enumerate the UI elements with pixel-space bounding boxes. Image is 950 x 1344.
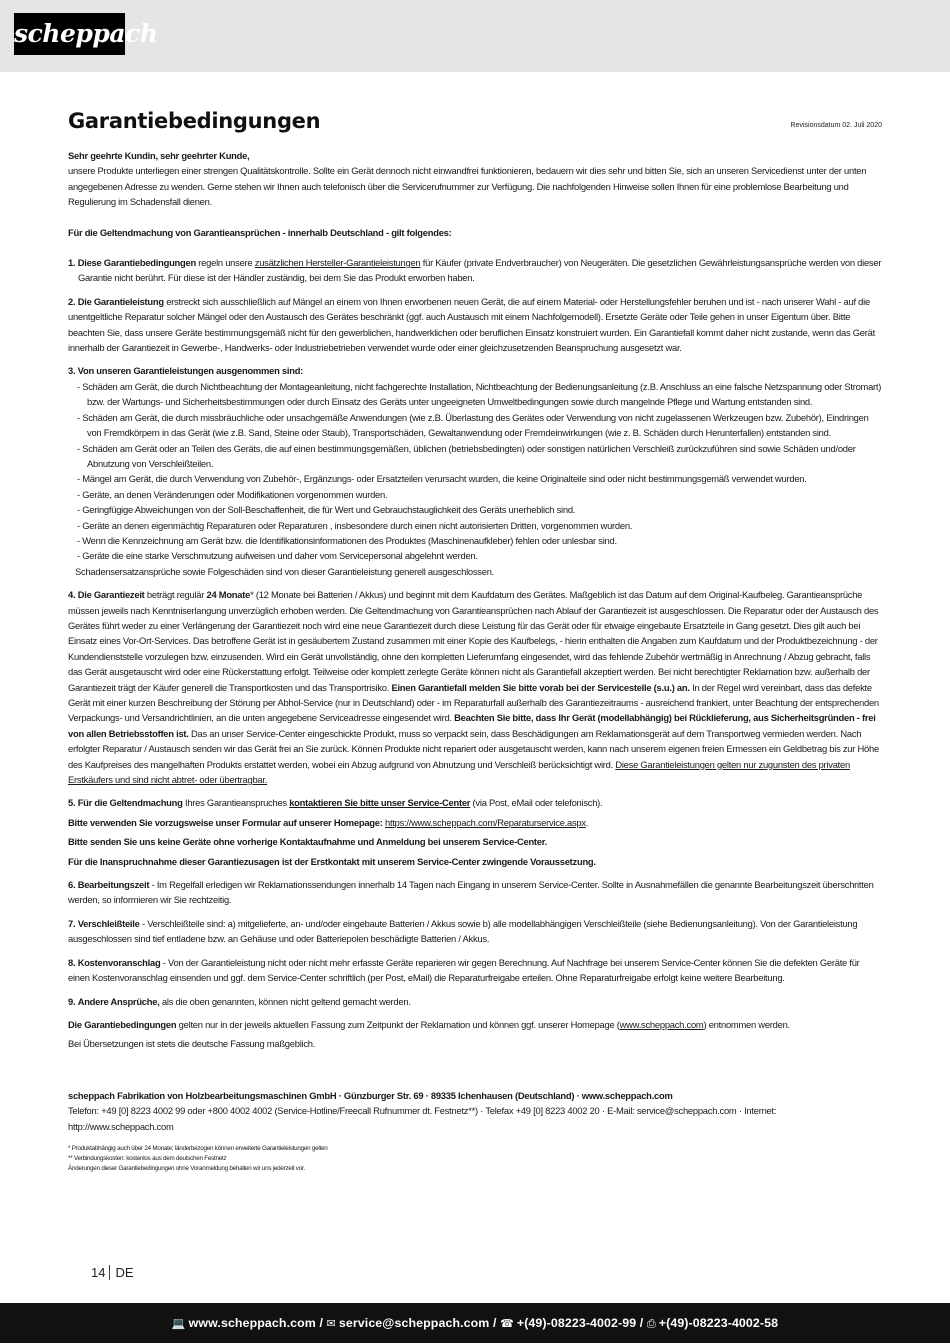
validity-note: Die Garantiebedingungen gelten nur in der jeweils aktuellen Fassung zum Zeitpunkt der Reklamation und können ggf. unserer Homepage (www.scheppach.com) entnommen werden. bbox=[68, 1018, 790, 1030]
exclusion-list bbox=[68, 379, 882, 564]
section-8-title: Kostenvoranschlag bbox=[77, 956, 161, 968]
document-body bbox=[68, 148, 882, 1174]
scheppach-logo: scheppach bbox=[14, 13, 125, 55]
fax-icon: ⎙ bbox=[646, 1318, 656, 1330]
telephone-icon: ☎ bbox=[500, 1318, 514, 1330]
section-3-heading: 3. Von unseren Garantieleistungen ausgenommen sind: bbox=[68, 365, 304, 377]
greeting: Sehr geehrte Kundin, sehr geehrter Kunde, bbox=[68, 150, 250, 161]
intro-paragraph: unsere Produkte unterliegen einer strengen Qualitätskontrolle. Sollte ein Gerät dennoch nicht einwandfrei funktionieren, bedauern wir dies sehr und bitten Sie, sich an unseren Servicedienst unter der unten angegebenen Adresse zu wenden. Gerne stehen wir Ihnen auch telefonisch über die Servicerufnummer zur Verfügung. Die nachfolgenden Hinweise sollen Ihnen für eine problemlose Bearbeitung und Regulierung im Schadensfall dienen. bbox=[68, 165, 867, 208]
homepage-link[interactable]: www.scheppach.com bbox=[619, 1018, 704, 1030]
section-6-title: Bearbeitungszeit bbox=[77, 879, 150, 891]
list-item: - Geräte die eine starke Verschmutzung aufweisen und daher vom Servicepersonal abgelehnt werden. bbox=[77, 548, 882, 563]
footer-fax: +(49)-08223-4002-58 bbox=[658, 1316, 779, 1330]
no-unannounced-shipping-note: Bitte senden Sie uns keine Geräte ohne vorherige Kontaktaufnahme und Anmeldung bei unserem Service-Center. bbox=[68, 836, 548, 848]
footer-phone: +(49)-08223-4002-99 / bbox=[516, 1316, 644, 1330]
envelope-icon: ✉ bbox=[326, 1318, 336, 1330]
list-item: - Geringfügige Abweichungen von der Soll-Beschaffenheit, die für Wert und Gebrauchstauglichkeit des Geräts unerheblich sind. bbox=[77, 502, 882, 517]
section-8: 8. Kostenvoranschlag - Von der Garantieleistung nicht oder nicht mehr erfasste Geräte reparieren wir gegen Berechnung. Auf Nachfrage bei unserem Service-Center können Sie die defekten Geräte für einen Kostenvoranschlag einsenden und ggf. dem Service-Center schriftlich (per Post, eMail) die Reparaturfreigabe erteilen. Ohne Reparaturfreigabe erfolgt keine weitere Bearbeitung. bbox=[68, 956, 860, 984]
section-2-title: Die Garantieleistung bbox=[77, 295, 164, 307]
footnote: ** Verbindungskosten: kostenlos aus dem deutschen Festnetz bbox=[68, 1154, 227, 1162]
page-number: 14 DE bbox=[91, 1265, 134, 1280]
page-separator bbox=[109, 1265, 110, 1280]
footnote: Änderungen dieser Garantiebedingungen ohne Voranmeldung behalten wir uns jederzeit vor. bbox=[68, 1164, 305, 1172]
list-item: - Geräte an denen eigenmächtig Reparaturen oder Reparaturen , insbesondere durch einen nicht autorisierten Dritten, vorgenommen wurden. bbox=[77, 518, 882, 533]
list-item: - Schäden am Gerät oder an Teilen des Geräts, die auf einen bestimmungsgemäßen, üblichen (betriebsbedingten) oder sonstigen natürlichen Verschleiß zurückzuführen sind sowie Schäden und/oder Abnutzung von Verschleißteilen. bbox=[77, 441, 882, 472]
section-7: 7. Verschleißteile - Verschleißteile sind: a) mitgelieferte, an- und/oder eingebaute Batterien / Akkus sowie b) alle modellabhängigen Verschleißteile (siehe Bedienungsanleitung). Von der Garantieleistung ausgeschlossen sind tief entladene bzw. an Gehäuse und oder Batteriepolen beschädigte Batterien / Akkus. bbox=[68, 917, 858, 945]
section-5: 5. Für die Geltendmachung Ihres Garantieanspruches kontaktieren Sie bitte unser Service-Center (via Post, eMail oder telefonisch). bbox=[68, 797, 603, 809]
computer-icon: 💻 bbox=[171, 1318, 186, 1330]
footnotes bbox=[68, 1144, 882, 1174]
section-1-number: 1. bbox=[68, 257, 76, 269]
section-3-footer: Schadensersatzansprüche sowie Folgeschäden sind von dieser Garantieleistung generell ausgeschlossen. bbox=[75, 565, 495, 577]
service-center-link[interactable]: kontaktieren Sie bitte unser Service-Center bbox=[289, 797, 471, 809]
service-form-note: Bitte verwenden Sie vorzugsweise unser Formular auf unserer Homepage: https://www.scheppach.com/Reparaturservice.aspx. bbox=[68, 816, 589, 828]
list-item: - Wenn die Kennzeichnung am Gerät bzw. die Identifikationsinformationen des Produktes (Maschinenaufkleber) fehlen oder unlesbar sind. bbox=[77, 533, 882, 548]
section-9-title: Andere Ansprüche, bbox=[77, 995, 160, 1007]
page-title: Garantiebedingungen bbox=[68, 109, 321, 133]
list-item: - Schäden am Gerät, die durch Nichtbeachtung der Montageanleitung, nicht fachgerechte Installation, Nichtbeachtung der Bedienungsanleitung (z.B. Anschluss an eine falsche Netzspannung oder Stromart) bzw. der Wartungs- und Sicherheitsbestimmungen oder durch Einsatz des Geräts unter ungeeigneten Umweltbedingungen sowie durch mangelnde Pflege und Wartung entstanden sind. bbox=[77, 379, 882, 410]
section-5-title: Für die Geltendmachung bbox=[77, 797, 183, 809]
revision-date: Revisionsdatum 02. Juli 2020 bbox=[790, 122, 882, 129]
section-9: 9. Andere Ansprüche, als die oben genannten, können nicht geltend gemacht werden. bbox=[68, 995, 411, 1007]
scope-heading: Für die Geltendmachung von Garantieansprüchen - innerhalb Deutschland - gilt folgendes: bbox=[68, 226, 452, 238]
footer-website[interactable]: www.scheppach.com / bbox=[188, 1316, 323, 1330]
company-address: scheppach Fabrikation von Holzbearbeitungsmaschinen GmbH · Günzburger Str. 69 · 89335 Ichenhausen (Deutschland) · www.scheppach.com bbox=[68, 1089, 673, 1101]
section-6: 6. Bearbeitungszeit - Im Regelfall erledigen wir Reklamationssendungen innerhalb 14 Tagen nach Eingang in unserem Service-Center. Sollte in Ausnahmefällen die genannte Bearbeitungszeit überschritten werden, so informieren wir Sie rechtzeitig. bbox=[68, 879, 874, 906]
list-item: - Schäden am Gerät, die durch missbräuchliche oder unsachgemäße Anwendungen (wie z.B. Überlastung des Gerätes oder Verwendung von nicht zugelassenen Werkzeugen bzw. Zubehör), Eindringen von Fremdkörpern in das Gerät (wie z.B. Sand, Steine oder Staub), Transportschäden, Gewaltanwendung oder Fremdeinwirkungen (wie z. B. Schäden durch Herunterfallen) entstanden sind. bbox=[77, 410, 882, 441]
list-item: - Mängel am Gerät, die durch Verwendung von Zubehör-, Ergänzungs- oder Ersatzteilen verursacht wurden, die keine Originalteile sind oder nicht bestimmungsgemäß verwendet wurden. bbox=[77, 471, 882, 486]
section-2: 2. Die Garantieleistung erstreckt sich ausschließlich auf Mängel an einem von Ihnen erworbenen neuen Gerät, die auf einem Material- oder Herstellungsfehler beruhen und ist - nach unserer Wahl - auf die unentgeltliche Reparatur solcher Mängel oder den Austausch des Gerätes beschränkt (ggf. auch Austausch mit einem Nachfolgemodell). Ersetzte Geräte oder Teile gehen in unser Eigentum über. Bitte beachten Sie, dass unsere Geräte bestimmungsgemäß nicht für den gewerblichen, handwerklichen oder beruflichen Einsatz konstruiert wurden. Ein Garantiefall kommt daher nicht zustande, wenn das Gerät innerhalb der Garantiezeit in Gewerbe-, Handwerks- oder Industriebetrieben verwendet wurde oder einer gleichzusetzenden Beanspruchung ausgesetzt war. bbox=[68, 295, 875, 354]
section-1-link[interactable]: zusätzlichen Hersteller-Garantieleistungen bbox=[254, 257, 421, 269]
first-contact-note: Für die Inanspruchnahme dieser Garantiezusagen ist der Erstkontakt mit unserem Service-Center zwingende Voraussetzung. bbox=[68, 855, 596, 867]
list-item: - Geräte, an denen Veränderungen oder Modifikationen vorgenommen wurden. bbox=[77, 487, 882, 502]
section-4: 4. Die Garantiezeit beträgt regulär 24 Monate* (12 Monate bei Batterien / Akkus) und beginnt mit dem Kaufdatum des Gerätes. Maßgeblich ist das Datum auf dem Original-Kaufbeleg. Garantieansprüche müssen jeweils nach Kenntniserlangung unverzüglich erhoben werden. Die Geltendmachung von Garantieansprüchen nach Ablauf der Garantiezeit ist ausgeschlossen. Die Reparatur oder der Austausch des Gerätes führt weder zu einer Verlängerung der Garantiezeit noch wird eine neue Garantiezeit durch diese Leistung für das Gerät oder für etwaige eingebaute Ersatzteile in Gang gesetzt. Dies gilt auch bei Einsatz eines Vor-Ort-Services. Das betroffene Gerät ist in gesäubertem Zustand zusammen mit einer Kopie des Kaufbelegs, - hierin enthalten die Angaben zum Kaufdatum und der Produktbezeichnung - der Kundendienststelle vorzulegen bzw. einzusenden. Wird ein Gerät unvollständig, ohne den kompletten Lieferumfang eingesendet, wird das fehlende Zubehör wertmäßig in Anrechnung / Abzug gebracht, falls das Gerät ausgetauscht wird oder eine Rückerstattung erfolgt. Teilweise oder komplett zerlegte Geräte können nicht als Garantiefall akzeptiert werden. Bei nicht berechtigter Reklamation bzw. außerhalb der Garantiezeit trägt der Käufer generell die Transportkosten und das Transportrisiko. Einen Garantiefall melden Sie bitte vorab bei der Servicestelle (s.u.) an. In der Regel wird vereinbart, dass das defekte Gerät mit einer kurzen Beschreibung der Störung per Abhol-Service (nur in Deutschland) oder - im Reparaturfall außerhalb des Garantiezeitraums - ausreichend frankiert, unter Beachtung der entsprechenden Verpackungs- und Versandrichtlinien, an die unten angegebene Serviceadresse eingesendet wird. Beachten Sie bitte, dass Ihr Gerät (modellabhängig) bei Rücklieferung, aus Sicherheitsgründen - frei von allen Betriebsstoffen ist. Das an unser Service-Center eingeschickte Produkt, muss so verpackt sein, dass Beschädigungen am Reklamationsgerät auf dem Transportweg vermieden werden. Nach erfolgter Reparatur / Austausch senden wir das Gerät frei an Sie zurück. Können Produkte nicht repariert oder ausgetauscht werden, kann nach unserem eigenen freien Ermessen ein Geldbetrag bis zur Höhe des Kaufpreises des mangelhaften Produkts erstattet werden, wobei ein Abzug aufgrund von Abnutzung und Verschleiß berücksichtigt wird. Diese Garantieleistungen gelten nur zugunsten des privaten Erstkäufers und sind nicht abtret- oder übertragbar. bbox=[68, 589, 879, 786]
header-band bbox=[0, 0, 950, 72]
footer-email[interactable]: service@scheppach.com / bbox=[338, 1316, 497, 1330]
section-1: 1. Diese Garantiebedingungen regeln unsere zusätzlichen Hersteller-Garantieleistungen für Käufer (private Endverbraucher) von Neugeräten. Die gesetzlichen Gewährleistungsansprüche werden von dieser Garantie nicht berührt. Für diese ist der Händler zuständig, bei dem Sie das Produkt erworben haben. bbox=[68, 257, 882, 284]
company-contact: Telefon: +49 [0] 8223 4002 99 oder +800 4002 4002 (Service-Hotline/Freecall Rufnummer dt. Festnetz**) · Telefax +49 [0] 8223 4002 20 · E-Mail: service@scheppach.com · Internet: http://www.scheppach.com bbox=[68, 1105, 777, 1132]
section-1-title: Diese Garantiebedingungen bbox=[77, 257, 196, 269]
contact-footer bbox=[0, 1303, 950, 1343]
translation-note: Bei Übersetzungen ist stets die deutsche Fassung maßgeblich. bbox=[68, 1038, 316, 1050]
section-4-link: Diese Garantieleistungen gelten nur zugunsten des privaten Erstkäufers und sind nicht abtret- oder übertragbar. bbox=[68, 758, 850, 786]
service-form-link[interactable]: https://www.scheppach.com/Reparaturservice.aspx bbox=[384, 816, 586, 828]
section-4-title: Die Garantiezeit bbox=[77, 589, 145, 601]
footnote: * Produktabhängig auch über 24 Monate; länderbezogen können erweiterte Garantieleistungen gelten bbox=[68, 1144, 328, 1152]
section-7-title: Verschleißteile bbox=[77, 917, 140, 929]
